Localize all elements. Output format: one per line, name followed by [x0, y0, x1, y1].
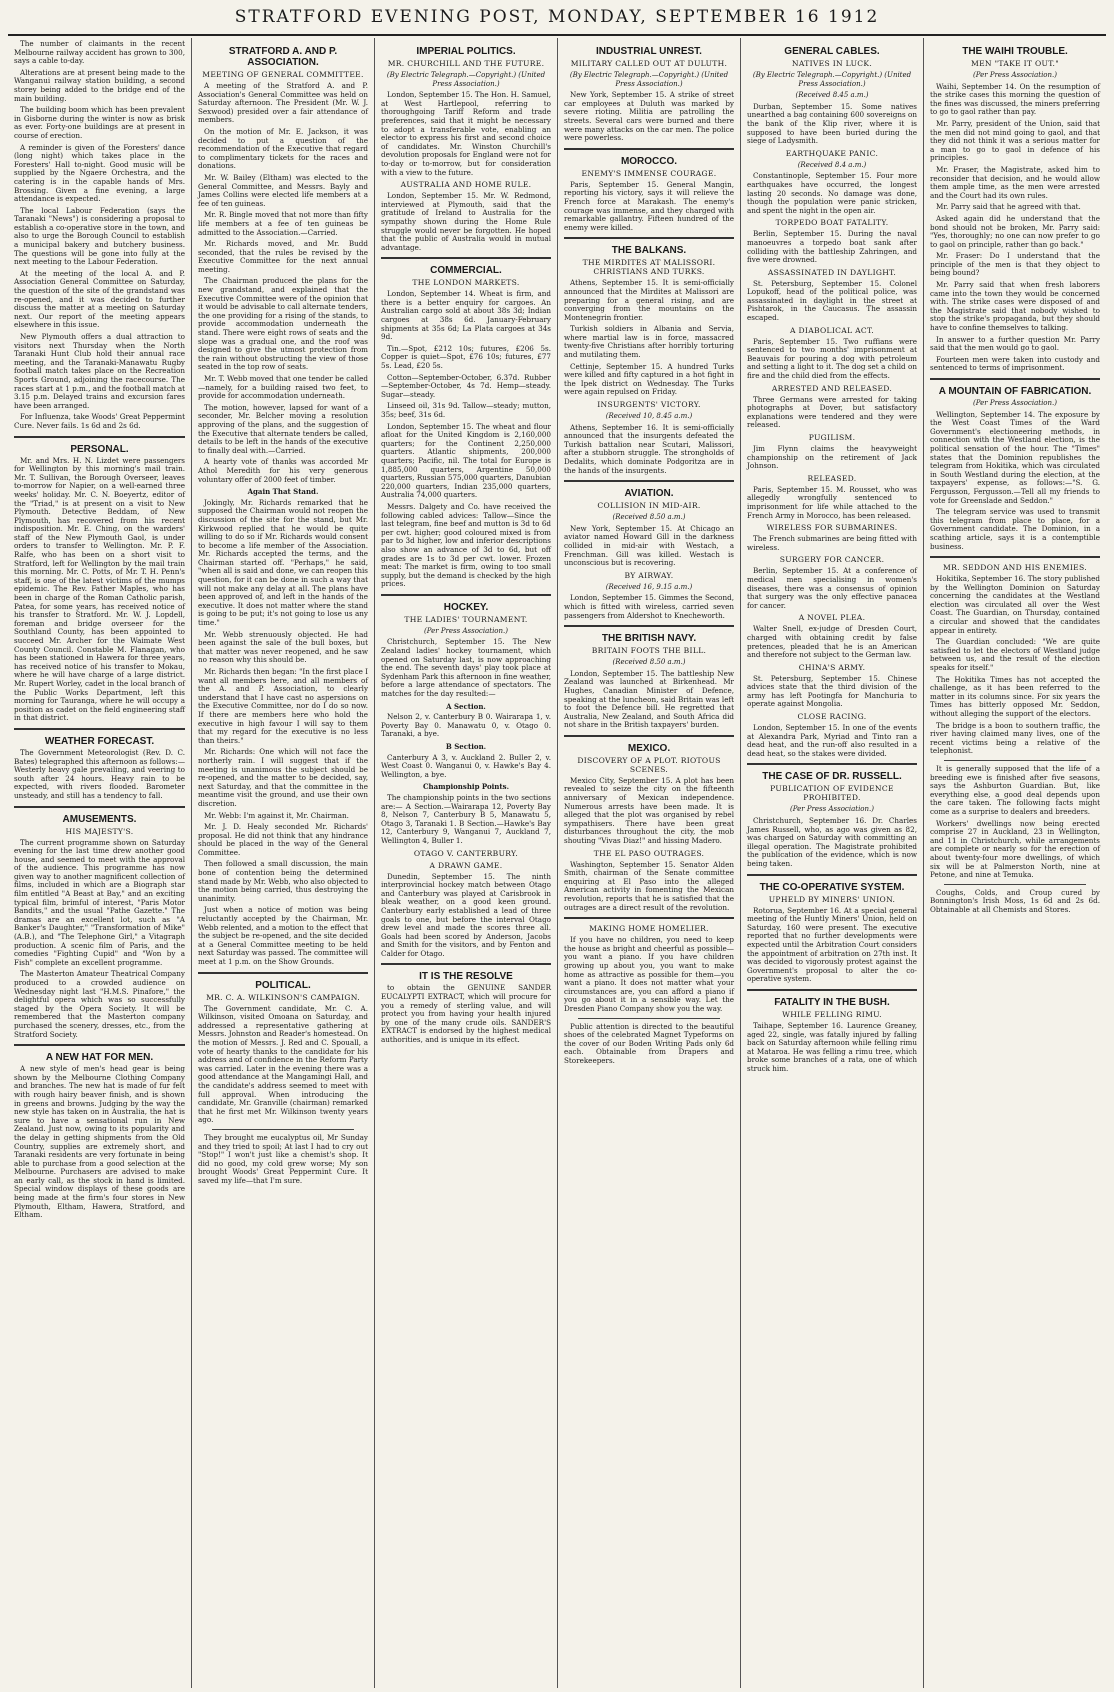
heading-fatality: FATALITY IN THE BUSH. — [774, 996, 890, 1008]
heading-dr-russell: THE CASE OF DR. RUSSELL. — [762, 771, 902, 783]
divider — [944, 760, 1086, 761]
columns — [8, 38, 1106, 1688]
subheading: MR. C. A. WILKINSON'S CAMPAIGN. — [206, 992, 360, 1002]
heading-industrial-unrest: INDUSTRIAL UNREST. — [596, 46, 702, 57]
subheading: HIS MAJESTY'S. — [65, 826, 134, 836]
subheading: UPHELD BY MINERS' UNION. — [768, 894, 896, 904]
paragraph: Mr. Richards then began: "In the first place I want all members here, and all members of the A. and P. Association, to clearly understand that I have cast no aspersions on the Executive Committee, nor do I do so now. If there are members here who hold the executive in high favour I will say to them that my regard for the executive is no less than theirs." — [198, 667, 368, 745]
paragraph: Mr. Webb strenuously objected. He had been against the sale of the bull boxes, but that matter was never reopened, and he saw no reason why this should be. — [198, 629, 368, 665]
heading-hat: A NEW HAT FOR MEN. — [45, 1052, 154, 1064]
subheading: THE MIRDITES AT MALISSORI. CHRISTIANS AND TURKS. — [582, 258, 716, 277]
source-line: (Received 8.50 a.m.) — [612, 513, 686, 522]
source-line: (By Electric Telegraph.—Copyright.) (United Press Association.) — [386, 71, 546, 88]
subheading: CHINA'S ARMY. — [798, 662, 866, 672]
paragraph: Cotton—September-October, 6.37d. Rubber—September-October, 4s 7d. Hemp—steady. Sugar—steady. — [381, 372, 551, 399]
paragraph: Wellington, September 14. The exposure by the West Coast Times of the Ward Government's electioneering methods, in connection with the Westland election, is the political sensation of the hour. The "Times" states that the Dominion republishes the telegram from Hokitika, which was circulated in South Westland during the election, at the taxpayers' expense, as follows:—"S. G. Fergusson, Fergusson.—Tell all my friends to vote for Greenslade and Seddon." — [930, 409, 1100, 505]
subheading: EARTHQUAKE PANIC. — [785, 148, 879, 158]
paragraph: A hearty vote of thanks was accorded Mr Athol Meredith for his very generous voluntary offer of 2000 feet of timber. — [198, 457, 368, 484]
paragraph: Then followed a small discussion, the main bone of contention being the determined stand made by Mr. Webb, who also objected to the motion being carried, thus destroying the unanimity. — [198, 859, 368, 903]
paragraph: It is generally supposed that the life of a breeding ewe is finished after five seasons, says the Ashburton Guardian. But, like everything else, a good deal depends upon the care taken. The following facts might come as a surprise to dealers and breeders. — [930, 763, 1100, 816]
paragraph: Mr. Parry, president of the Union, said that the men did not mind going to gaol, and that they did not think it was a serious matter for a man to go to gaol in defence of his principles. — [930, 118, 1100, 163]
subheading: A DRAWN GAME. — [429, 860, 503, 870]
paragraph: A reminder is given of the Foresters' dance (long night) which takes place in the Foresters' Hall to-night. Good music will be supplied by the Ngaere Orchestra, and the catering is in the capable hands of Mrs. Brossing. Given a fine evening, a large attendance is expected. — [14, 142, 185, 204]
paragraph: Three Germans were arrested for taking photographs at Dover, but satisfactory explanations were tendered and they were released. — [747, 394, 917, 430]
subheading: MEN "TAKE IT OUT." — [971, 59, 1059, 68]
divider — [564, 237, 734, 239]
paragraph: Jokingly, Mr. Richards remarked that he supposed the Chairman would not reopen the discussion of the site for the stand, but Mr. Kirkwood replied that he would be quite willing to do so if Mr. Richards would consent to become a life member of the Association. Mr. Richards accepted the terms, and the Chairman started off. "Perhaps," he said, "when all is said and done, we can reopen this question, for it can be done in such a way that will not make any delay at all. The plans have been approved of, and left in the hands of the executive. It does not matter where the stand is going to be put; it's not going to lose us any time." — [198, 497, 368, 628]
subheading: WHILE FELLING RIMU. — [782, 1009, 882, 1019]
paragraph: Christchurch, September 15. The New Zealand ladies' hockey tournament, which opened on Saturday last, is now approaching the end. The seventh days' play took place at Sydenham Park this afternoon in fine weather, before a large attendance of spectators. The matches for the day resulted:— — [381, 637, 551, 699]
heading-morocco: MOROCCO. — [620, 155, 678, 167]
source-line: (Received 8.45 a.m.) — [795, 91, 869, 100]
paragraph: Mr. Parry said that he agreed with that. — [936, 202, 1081, 212]
paragraph: Mr. Richards: One which will not face the northerly rain. I will suggest that if the meeting is unanimous the subject should be re-opened, and the matter to be decided, say, next Saturday, and that the committee in the meantime visit the ground, and use their own discretion. — [198, 747, 368, 808]
column-4 — [557, 38, 740, 1688]
paragraph: Linseed oil, 31s 9d. Tallow—steady; mutton, 35s; beef, 31s 6d. — [381, 401, 551, 419]
subheading: THE EL PASO OUTRAGES. — [593, 848, 705, 858]
subhead: A Section. — [446, 701, 486, 711]
divider — [564, 480, 734, 482]
paragraph: Mr. J. D. Healy seconded Mr. Richards' proposal. He did not think that any hindrance should be placed in the way of the General Committee. — [198, 822, 368, 857]
heading-co-operative: THE CO-OPERATIVE SYSTEM. — [759, 881, 905, 893]
source-line: (Received 10, 8.45 a.m.) — [605, 412, 693, 421]
subheading: AUSTRALIA AND HOME RULE. — [400, 180, 532, 190]
paragraph: Jim Flynn claims the heavyweight championship on the retirement of Jack Johnson. — [747, 444, 917, 471]
paragraph: Waihi, September 14. On the resumption of the strike cases this morning the question of the fines was discussed, the miners preferring to go to gaol rather than pay. — [930, 81, 1100, 117]
paragraph: St. Petersburg, September 15. Colonel Lopukoff, head of the political police, was assassinated in daylight in the street at Pishtarok, in the Caucasus. The assassin escaped. — [747, 278, 917, 323]
divider — [944, 884, 1086, 885]
paragraph: Messrs. Dalgety and Co. have received the following cabled advices: Tallow—Since the last telegram, fine beef and mutton is 3d to 6d per cwt. higher; good coloured mixed is from par to 3d higher, low and inferior descriptions also show an advance of 3d to 6d, but off grades are 1s to 3d per cwt. lower. Frozen meat: The market is firm, owing to too small supply, but the demand is checked by the high prices. — [381, 501, 551, 589]
subheading: MILITARY CALLED OUT AT DULUTH. — [570, 59, 728, 68]
subheading: MEETING OF GENERAL COMMITTEE. — [202, 70, 364, 79]
subheading: DISCOVERY OF A PLOT. RIOTOUS SCENES. — [577, 755, 721, 774]
paragraph: Berlin, September 15. During the naval manoeuvres a torpedo boat sank after colliding with the battleship Zahringen, and five were drowned. — [747, 229, 917, 265]
paragraph: New York, September 15. A strike of street car employees at Duluth was marked by severe rioting. Militia are patrolling the streets. Several cars were burned and there were many attacks on the car men. The police were powerless. — [564, 90, 734, 143]
paragraph: St. Petersburg, September 15. Chinese advices state that the third division of the army has left Pootingfa for Manchuria to operate against Mongolia. — [747, 673, 917, 709]
divider — [14, 728, 185, 730]
heading-amusements: AMUSEMENTS. — [62, 813, 137, 825]
paragraph: Mr. Fraser: Do I understand that the principle of the men is that they object to being bound? — [930, 251, 1100, 278]
paragraph: Dunedin, September 15. The ninth interprovincial hockey match between Otago and Canterbury was played at Carisbrook in bleak weather, on a good keen ground. Canterbury early established a lead of three goals to one, but before the interval Otago drew level and made the scores three all. Goals had been scored by Anderson, Jacobs and Smith for the visitors, and by Fenton and Calder for Otago. — [381, 871, 551, 958]
subheading: BRITAIN FOOTS THE BILL. — [591, 646, 707, 656]
source-line: (Per Press Association.) — [424, 626, 508, 635]
advert-heading: IT IS THE RESOLVE — [419, 971, 513, 983]
heading-weather: WEATHER FORECAST. — [44, 735, 155, 747]
paragraph: Fourteen men were taken into custody and sentenced to terms of imprisonment. — [930, 354, 1100, 373]
paragraph: Christchurch, September 16. Dr. Charles James Russell, who, as ago was given as 82, was charged on Saturday with committing an illegal operation. The Magistrate prohibited the publication of the evidence, which is now being taken. — [747, 816, 917, 868]
divider — [930, 556, 1100, 558]
column-5 — [740, 38, 923, 1688]
paragraph: The local Labour Federation (says the Taranaki "News") is considering a proposal to establish a co-operative store in the town, and also to urge the Borough Council to establish a municipal bakery and butchery business. The questions will be gone into fully at the next meeting to the Labour Federation. — [14, 205, 185, 267]
paragraph: The motion, however, lapsed for want of a seconder, Mr. Belcher moving a resolution approving of the plans, and the suggestion of the Executive that alternate tenders be called, details to be left in the hands of the executive to finally deal with.—Carried. — [198, 402, 368, 455]
heading-waihi-trouble: THE WAIHI TROUBLE. — [962, 46, 1068, 57]
paragraph: Canterbury A 3, v. Auckland 2. Buller 2, v. West Coast 0. Wanganui 0, v. Hawke's Bay 4. Wellington, a bye. — [381, 752, 551, 779]
heading-mountain-of-fabrication: A MOUNTAIN OF FABRICATION. — [938, 386, 1092, 397]
subheading: THE LADIES' TOURNAMENT. — [404, 614, 528, 624]
divider — [930, 378, 1100, 380]
subheading: PUBLICATION OF EVIDENCE PROHIBITED. — [770, 784, 894, 803]
paragraph: Athens, September 16. It is semi-officially announced that the insurgents defeated the Turkish battalion near Scutari, Malissori, after a stubborn struggle. The strongholds of Dedalits, which dominate Podgoritza are in the hands of the insurgents. — [564, 422, 734, 475]
paragraph: Mexico City, September 15. A plot has been revealed to seize the city on the fifteenth anniversary of Mexican independence. Numerous arrests have been made. It is alleged that the plot was organised by rebel sympathisers. There have been great disturbances throughout the city, the mob shouting "Vivas Diaz!" and hissing Madero. — [564, 775, 734, 846]
paragraph: Turkish soldiers in Albania and Servia, where martial law is in force, massacred twenty-five Christians after horribly torturing and mutilating them. — [564, 324, 734, 360]
paragraph: Washington, September 15. Senator Alden Smith, chairman of the Senate committee enquiring at El Paso into the alleged American activity in fomenting the Mexican revolution, reports that he is satisfied that the outrages are a direct result of the revolution. — [564, 859, 734, 912]
divider — [747, 874, 917, 876]
heading-balkans: THE BALKANS. — [611, 245, 687, 257]
paragraph: New Plymouth offers a dual attraction to visitors next Thursday when the North Taranaki Hunt Club hold their annual race meeting, and the Taranaki-Manawatu Rugby football match takes place on the Recreation Sports Ground, adjoining the racecourse. The races start at 1 p.m., and the football match at 3.15 p.m. Delayed trains and excursion fares have been arranged. — [14, 332, 185, 410]
paragraph: Paris, September 15. General Mangin, reporting his victory, says it will relieve the French force at Marakash. The enemy's courage was immense, and they charged with remarkable gallantry. Fifteen hundred of the enemy were killed. — [564, 179, 734, 232]
divider — [212, 1129, 354, 1130]
paragraph: London, September 14. Wheat is firm, and there is a better enquiry for cargoes. An Australian cargo sold at about 38s 3d; Indian cargoes at 38s 6d. January-February shipments at 35s 6d; La Plata cargoes at 34s 9d. — [381, 289, 551, 342]
heading-political: POLITICAL. — [255, 979, 311, 991]
source-line: (Per Press Association.) — [790, 805, 874, 814]
heading-mexico: MEXICO. — [627, 742, 671, 754]
subheading: BY AIRWAY. — [624, 570, 674, 580]
paragraph: Mr. T. Webb moved that one tender be called—namely, for a building raised two feet, to provide for accommodation underneath. — [198, 374, 368, 401]
heading-commercial: COMMERCIAL. — [430, 265, 502, 277]
column-2 — [191, 38, 374, 1688]
subheading: CLOSE RACING. — [797, 712, 867, 722]
paragraph: London, September 15. Mr. W. Redmond, interviewed at Plymouth, said that the gratitude of Ireland to Australia for the sympathy shown during the Home Rule struggle would never be forgotten. He hoped that the public of Australia would in mutual advantage. — [381, 191, 551, 252]
paragraph: Alterations are at present being made to the Wanganui railway station building, a second storey being added to the bridge end of the main building. — [14, 67, 185, 103]
source-line: (Received 8.4 a.m.) — [797, 160, 867, 169]
subheading: ASSASSINATED IN DAYLIGHT. — [767, 267, 897, 277]
advert: Public attention is directed to the beautiful shoes of the celebrated Magnet Typeforms on the cover of our Boden Writing Pads only 6d each. Obtainable from Drapers and Storekeepers. — [564, 1021, 734, 1065]
paragraph: Mr. Webb: I'm against it, Mr. Chairman. — [204, 810, 349, 820]
source-line: (Received 8.50 a.m.) — [612, 658, 686, 667]
heading-aviation: AVIATION. — [624, 488, 674, 500]
paragraph: Mr. and Mrs. H. N. Lizdet were passengers for Wellington by this morning's mail train. Mr. T. Sullivan, the Borough Overseer, leaves to-morrow for Napier, on a well-earned three weeks' holiday. Mr. C. N. Boeyertz, editor of the "Triad," is at present on a visit to New Plymouth. Detective Beddam, of New Plymouth, has recovered from his recent indisposition. Mr. E. Ching, on the warders' staff of the New Plymouth Gaol, is under orders to transfer to Wellington. Mr. P. F. Ralfe, who has been on a short visit to Stratford, left for Wellington by the mail train this morning. Mr. C. Potts, of Mr. T. H. Penn's staff, is one of the latest victims of the mumps epidemic. The Rev. Father Maples, who has been in charge of the Roman Catholic parish, Patea, for some years, has received notice of his transfer to Stratford. Mr. W. J. Lopdell, foreman and bridge overseer for the Southland County, has been appointed to succeed Mr. Archer for the Waimate West County Council. Constable M. Flanagan, who has been stationed in Hawera for three years, has received notice of his transfer to Mokau, where he will have charge of a large district. Mr. Rupert Worley, cadet in the local branch of the Public Works Department, left this morning for Tauranga, where he will occupy a position as cadet on the field engineering staff in that district. — [14, 455, 185, 723]
paragraph: Mr. Richards moved, and Mr. Budd seconded, that the rules be revised by the Executive Committee for the next annual meeting. — [198, 239, 368, 274]
column-6 — [923, 38, 1106, 1688]
source-line: (By Electric Telegraph.—Copyright.) (United Press Association.) — [752, 71, 912, 88]
divider — [381, 963, 551, 965]
divider — [564, 917, 734, 919]
paragraph: London, September 15. In one of the events at Alexandra Park, Myriad and Tinto ran a dead heat, and the run-off also resulted in a dead heat, so the stakes were divided. — [747, 723, 917, 758]
divider — [14, 436, 185, 438]
paragraph: At the meeting of the local A. and P. Association General Committee on Saturday, the question of the site of the grandstand was re-opened, and it was decided to further discuss the matter at a meeting on Saturday next. Our report of the meeting appears elsewhere in this issue. — [14, 268, 185, 330]
paragraph: London, September 15. The Hon. H. Samuel, at West Hartlepool, referring to thoroughgoing Tariff Reform and trade preferences, said that it might be necessary to adopt a transferable vote, enabling an elector to express his first and second choice of candidates. Mr. Winston Churchill's devolution proposals for England were not for to-day or to-morrow, but for consideration with a view to the future. — [381, 90, 551, 177]
paragraph: Paris, September 15. Two ruffians were sentenced to two months' imprisonment at Beauvais for pouring a dog with petroleum and setting a light to it. The dog set a child on fire and the child died from the effects. — [747, 336, 917, 381]
subheading: THE LONDON MARKETS. — [412, 278, 520, 288]
paragraph: Tin.—Spot, £212 10s; futures, £206 5s. Copper is quiet—Spot, £76 10s; futures, £77 5s. Lead, £20 5s. — [381, 343, 551, 371]
paragraph: In answer to a further question Mr. Parry said that the men would go to gaol. — [930, 334, 1100, 353]
paragraph: Mr. R. Bingle moved that not more than fifty life members at a fee of ten guineas be admitted to the Association.—Carried. — [198, 210, 368, 237]
heading-personal: PERSONAL. — [70, 443, 129, 455]
paragraph: The telegram service was used to transmit this telegram from place to place, for a Government candidate. The Dominion, in a scathing article, says it is a contemptible business. — [930, 507, 1100, 551]
divider — [381, 594, 551, 596]
paragraph: Cettinje, September 15. A hundred Turks were killed and fifty captured in a hot fight in the Ipek district on Wednesday. The Turks were again repulsed on Friday. — [564, 361, 734, 397]
subheading: INSURGENTS' VICTORY. — [597, 400, 701, 410]
paragraph: Durban, September 15. Some natives unearthed a bag containing 600 sovereigns on the bank of the Klip river, where it is supposed to have been buried during the siege of Ladysmith. — [747, 101, 917, 146]
source-line: (Per Press Association.) — [973, 399, 1057, 407]
paragraph: Hokitika, September 16. The story published by the Wellington Dominion on Saturday concerning the candidates at the Westland election was circulated all over the West Coast. The Guardian, on Thursday, contained a circular and showed that the candidates appear in entirety. — [930, 574, 1100, 635]
source-line: (By Electric Telegraph.—Copyright.) (United Press Association.) — [569, 71, 729, 88]
subheading: ARRESTED AND RELEASED. — [771, 383, 893, 393]
paragraph: Just when a notice of motion was being reluctantly accepted by the Chairman, Mr. Webb relented, and a motion to the effect that the subject be re-opened, and the site decided at a General Committee meeting to be held next Saturday was passed. The committee will meet at 1 p.m. on the Show Grounds. — [198, 905, 368, 966]
paragraph: Mr. W. Bailey (Eltham) was elected to the General Committee, and Messrs. Bayly and James Collins were elected life members at a fee of ten guineas. — [198, 172, 368, 208]
advert: If you have no children, you need to keep the house as bright and cheerful as possible—you want a piano. If you have children growing up about you, you want to make home as attractive as possible for them—you want a piano. It does not matter what your circumstances are, you can afford a piano if you go about it in a sensible way. Let the Dresden Piano Company show you the way. — [564, 935, 734, 1013]
advert: to obtain the GENUINE SANDER EUCALYPTI EXTRACT, which will procure for you a remedy of sterling value, and will protect you from having your health injured by one of the many crude oils. SANDER'S EXTRACT is endorsed by the highest medical authorities, and is unique in its effect. — [381, 983, 551, 1045]
heading-ap-association: STRATFORD A. AND P. ASSOCIATION. — [228, 46, 338, 68]
paragraph: Asked again did he understand that the bond should not be broken, Mr. Parry said: "Yes, thoroughly; no one can now prefer to go to gaol on principle, rather than go back." — [930, 213, 1100, 249]
subheading: MR. SEDDON AND HIS ENEMIES. — [943, 563, 1087, 573]
subheading: WIRELESS FOR SUBMARINES. — [766, 523, 898, 533]
subheading: A NOVEL PLEA. — [798, 613, 866, 623]
paragraph: London, September 15. The battleship New Zealand was launched at Birkenhead. Mr Hughes, Canadian Minister of Defence, speaking at the luncheon, said Britain was left to foot the Defence bill. He regretted that Australia, New Zealand, and South Africa did not share in the British taxpayers' burden. — [564, 668, 734, 730]
source-line: (Received 16, 9.15 a.m.) — [605, 582, 693, 591]
subheading: PUGILISM. — [808, 433, 856, 442]
heading-imperial-politics: IMPERIAL POLITICS. — [416, 46, 516, 57]
source-line: (Per Press Association.) — [973, 71, 1057, 79]
paragraph: Mr. Fraser, the Magistrate, asked him to reconsider that decision, and he would allow them ample time, as the men were arrested and the Court had its own rules. — [930, 164, 1100, 200]
divider — [564, 735, 734, 737]
paragraph: Athens, September 15. It is semi-officially announced that the Mirdites at Malissori are preparing for a general rising, and are converging from the mountains on the Montenegrin frontier. — [564, 278, 734, 322]
column-3 — [374, 38, 557, 1688]
subhead: Again That Stand. — [247, 487, 319, 497]
paragraph: The Masterton Amateur Theatrical Company produced to a crowded audience on Wednesday night last "H.M.S. Pinafore," the delightful opera which was so successfully staged by the Opera Society. It will be remembered that the Masterton company purchased the scenery, dresses, etc., from the Stratford Society. — [14, 969, 185, 1039]
paragraph: Mr. Parry said that when fresh laborers came into the town they would be concerned with. The strike cases were disposed of and the Magistrate said that nobody wished to stop the strike's propaganda, but they should have to confine themselves to talking. — [930, 280, 1100, 333]
subheading: MR. CHURCHILL AND THE FUTURE. — [387, 59, 545, 68]
paragraph: For Influenza, take Woods' Great Peppermint Cure. Never fails. 1s 6d and 2s 6d. — [14, 412, 185, 430]
paragraph: Constantinople, September 15. Four more earthquakes have occurred, the longest lasting 20 seconds. No damage was done, though the population were panic stricken, and spent the night in the open air. — [747, 171, 917, 215]
divider — [198, 972, 368, 974]
paragraph: Workers' dwellings now being erected comprise 27 in Auckland, 23 in Wellington, and 11 in Christchurch, while arrangements are complete or nearly so for the erection of about twenty-four more dwellings, of which six will be at Palmerston North, nine at Petone, and nine at Temuka. — [930, 818, 1100, 880]
paragraph: The number of claimants in the recent Melbourne railway accident has grown to 300, says a cable to-day. — [14, 39, 185, 66]
paragraph: London, September 15. Gimmes the Second, which is fitted with wireless, carried seven passengers from Aldershot to Knecheworth. — [564, 593, 734, 620]
paragraph: A new style of men's head gear is being shown by the Melbourne Clothing Company and branches. The new hat is made of fur felt with rough hairy beaver finish, and is shown in greens and browns. Judging by the way the new style has taken on in Australia, the hat is sure to have a sensational run in New Zealand. Just now, owing to its popularity and the delay in getting shipments from the Old Country, supplies are extremely short, and Taranaki residents are very fortunate in being able to purchase from a good selection at the Melbourne. Purchasers are advised to make an early call, as the stock in hand is limited. Special window displays of these goods are being made at the firm's four stores in New Plymouth, Eltham, Hawera, Stratford, and Eltham. — [14, 1064, 185, 1220]
divider — [14, 806, 185, 808]
subheading: NATIVES IN LUCK. — [791, 59, 873, 68]
paragraph: The Hokitika Times has not accepted the challenge, as it has been referred to the matter in its columns since. For six years the Times has bitterly opposed Mr. Seddon, without alleging the support of the electors. — [930, 674, 1100, 718]
column-1 — [8, 38, 191, 1688]
divider — [564, 148, 734, 150]
heading-british-navy: THE BRITISH NAVY. — [601, 633, 697, 645]
divider — [578, 1018, 720, 1019]
paragraph: The building boom which has been prevalent in Gisborne during the winter is now as brisk as ever. Forty-one buildings are at present in course of erection. — [14, 105, 185, 140]
divider — [381, 257, 551, 259]
heading-hockey: HOCKEY. — [443, 601, 489, 613]
subheading: ENEMY'S IMMENSE COURAGE. — [581, 168, 717, 178]
paragraph: A meeting of the Stratford A. and P. Association's General Committee was held on Saturday afternoon. The President (Mr. W. J. Sexwood) presided over a fair attendance of members. — [198, 81, 368, 125]
subheading: SURGERY FOR CANCER. — [779, 555, 885, 565]
subheading: TORPEDO BOAT FATALITY. — [775, 218, 889, 228]
subheading: COLLISION IN MID-AIR. — [597, 501, 701, 511]
paragraph: Walter Snell, ex-judge of Dresden Court, charged with obtaining credit by false pretences, pleaded that he is an American and therefore not subject to the German law. — [747, 624, 917, 660]
paragraph: New York, September 15. At Chicago an aviator named Howard Gill in the darkness collided in mid-air with Westach, a Frenchman. Gill was killed. Westach is unconscious but is recovering. — [564, 523, 734, 568]
paragraph: The championship points in the two sections are:— A Section.—Wairarapa 12, Poverty Bay 8, Nelson 7, Canterbury B 5, Manawatu 5, Otago 3, Taranaki 1. B Section.—Hawke's Bay 12, Canterbury 9, Wanganui 7, Auckland 7, Wellington 4, Buller 1. — [381, 792, 551, 845]
paragraph: The current programme shown on Saturday evening for the last time drew another good house, and seemed to meet with the approval of the audience. This programme has now given way to another magnificent collection of films, included in which are a Biograph star film entitled "A Beast at Bay," and an exciting typical film, brimful of interest, "Paris Motor Bandits," and the usual "Pathe Gazette." The dramas are an excellent lot, such as "A Banker's Daughter," "Transformation of Mike" (A.B.), and "The Telephone Girl," a Vitagraph production. A scenic film of Paris, and the comedies "Fighting Cupid" and "Won by a Fish" complete an excellent programme. — [14, 837, 185, 967]
paragraph: Rotorua, September 16. At a special general meeting of the Huntly Miners' Union, held on Saturday, 160 were present. The executive reported that no further developments were expected until the Arbitration Court considers the appointment of arbitration on 27th inst. It was decided to vigorously protest against the Government's proposal to alter the co-operative system. — [747, 905, 917, 984]
paragraph: The French submarines are being fitted with wireless. — [747, 534, 917, 552]
subhead: B Section. — [445, 742, 487, 751]
paragraph: Berlin, September 15. At a conference of medical men specialising in women's diseases, there was a consensus of opinion that surgery was the only effective panacea for cancer. — [747, 566, 917, 610]
divider — [14, 1044, 185, 1046]
divider — [564, 625, 734, 627]
paragraph: Paris, September 15. M. Rousset, who was allegedly wrongfully sentenced to imprisonment for life while attached to the French Army in Morocco, has been released. — [747, 484, 917, 520]
paragraph: London, September 15. The wheat and flour afloat for the United Kingdom is 2,160,000 quarters; for the Continent 2,250,000 quarters. Atlantic shipments, 200,000 quarters; Pacific, nil. The total for Europe is 1,885,000 quarters, Argentine 50,000 quarters, Russian 575,000 quarters, Danubian 220,000 quarters, Indian 235,000 quarters, Australia 74,000 quarters. — [381, 421, 551, 500]
heading-general-cables: GENERAL CABLES. — [784, 46, 880, 57]
divider — [747, 989, 917, 991]
paragraph: The Government Meteorologist (Rev. D. C. Bates) telegraphed this afternoon as follows:— Westerly heavy gale prevailing, and veering to south after 24 hours. Heavy rain to be expected, with rivers flooded. Barometer unsteady, and still has a tendency to fall. — [14, 747, 186, 800]
advert: Coughs, Colds, and Croup cured by Bonnington's Irish Moss, 1s 6d and 2s 6d. Obtainable at all Chemists and Stores. — [930, 887, 1100, 914]
masthead: STRATFORD EVENING POST, MONDAY, SEPTEMBER 16 1912 — [8, 0, 1106, 36]
advert-heading: MAKING HOME HOMELIER. — [589, 924, 709, 934]
paragraph: On the motion of Mr. E. Jackson, it was decided to put a question of the recommendation of the Executive that regard to complimentary tickets for the races and donations. — [198, 126, 368, 171]
paragraph: The Chairman produced the plans for the new grandstand, and explained that the Executive Committee were of the opinion that it would be advisable to call alternate tenders, the one providing for a rising of the stands, to provide accommodation underneath the stand. There were eight rows of seats and the slope was a gradual one, and the roof was designed to give the utmost protection from the rain without obstructing the view of those seated in the top row of seats. — [198, 276, 368, 372]
subheading: A DIABOLICAL ACT. — [790, 325, 874, 335]
paragraph: The Government candidate, Mr. C. A. Wilkinson, visited Omoana on Saturday, and addressed a representative gathering at Messrs. Johnston and Reader's homestead. On the motion of Messrs. J. Red and C. Spouall, a vote of hearty thanks to the candidate for his address and of confidence in the Reform Party was carried. Later in the evening there was a good attendance at the Mangamingi Hall, and the candidate's address seemed to meet with full approval. When introducing the candidate, Mr. Granville (chairman) remarked that he first met Mr. Wilkinson twenty years ago. — [198, 1003, 368, 1125]
subhead: Championship Points. — [422, 782, 510, 792]
subheading: RELEASED. — [807, 473, 857, 483]
paragraph: Taihape, September 16. Laurence Greaney, aged 22, single, was fatally injured by falling back on Saturday afternoon while felling rimu at Mataroa. He was felling a rimu tree, which broke some branches of a rata, one of which struck him. — [747, 1020, 917, 1073]
paragraph: The bridge is a boon to southern traffic, the river having claimed many lives, one of the recent victims being a relative of the telephonist. — [930, 720, 1100, 756]
paragraph: The Guardian concluded: "We are quite satisfied to let the electors of Westland judge between us, and the result of the election speaks for itself." — [930, 637, 1100, 673]
divider — [747, 763, 917, 765]
subheading: OTAGO V. CANTERBURY. — [413, 848, 519, 858]
paragraph: Nelson 2, v. Canterbury B 0. Wairarapa 1, v. Poverty Bay 0. Manawatu 0, v. Otago 0. Taranaki, a bye. — [381, 712, 551, 739]
advert: They brought me eucalyptus oil, Mr Sunday and they tried to spoil; At last I had to cry out "Stop!" I won't just like a chemist's shop. It did no good, my cold grew worse; My son brought Woods' Great Peppermint Cure. It saved my life—that I'm sure. — [198, 1132, 368, 1185]
